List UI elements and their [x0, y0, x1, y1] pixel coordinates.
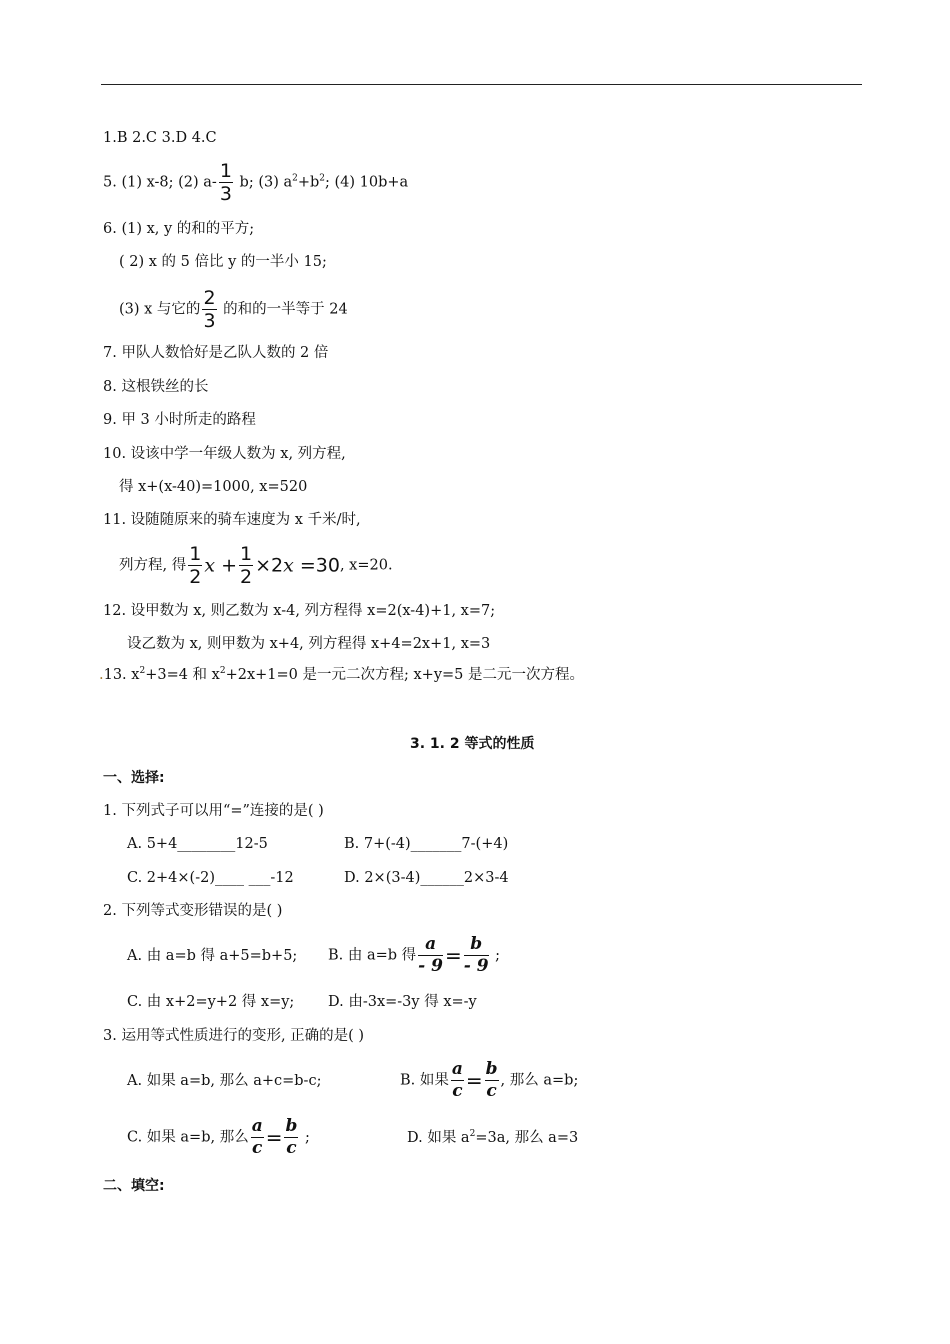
option-b-text-a: B. 如果 [400, 1072, 449, 1089]
question-1-option-c: C. 2+4×(-2)____ ___-12 [127, 870, 294, 886]
section-title: 3. 1. 2 等式的性质 [410, 736, 535, 752]
option-d-text-b: =3a, 那么 a=3 [475, 1130, 579, 1146]
fraction-numerator: b [285, 1116, 298, 1136]
question-1-option-a: A. 5+4________12-5 [127, 836, 268, 852]
option-b-text-a: B. 由 a=b 得 [328, 947, 417, 964]
fraction-numerator: 2 [203, 287, 216, 309]
question-3-option-b [400, 1059, 578, 1102]
question-2-option-a: A. 由 a=b 得 a+5=b+5; [127, 948, 298, 964]
question-2-option-b [328, 934, 500, 977]
answer-6-3-text-a: (3) x 与它的 [119, 301, 201, 318]
answer-5-number: 5. [103, 174, 117, 191]
fraction-b-over-c [485, 1059, 499, 1102]
fraction-numerator: 1 [219, 160, 232, 182]
answer-7: 7. 甲队人数恰好是乙队人数的 2 倍 [103, 345, 329, 361]
option-d-text-a: D. 如果 a [407, 1130, 470, 1146]
option-b-text-b: , 那么 a=b; [500, 1072, 579, 1089]
heading-choice: 一、选择: [103, 770, 165, 786]
answer-5-text-c: +b [297, 174, 320, 191]
answer-11-1: 11. 设随随原来的骑车速度为 x 千米/时, [103, 512, 361, 528]
equation-part [204, 555, 237, 577]
question-1-option-d: D. 2×(3-4)______2×3-4 [344, 870, 509, 886]
fraction-one-half [239, 543, 253, 588]
answer-11-text-b: , x=20. [339, 557, 393, 574]
answer-9: 9. 甲 3 小时所走的路程 [103, 412, 256, 428]
variable-x: x [283, 554, 294, 577]
fraction-numerator: 1 [189, 543, 202, 565]
fraction-denominator: c [486, 1081, 497, 1101]
fraction-numerator: 1 [240, 543, 253, 565]
question-2-option-d: D. 由-3x=-3y 得 x=-y [328, 994, 477, 1010]
answer-10-1: 10. 设该中学一年级人数为 x, 列方程, [103, 446, 346, 462]
answer-5-text-b: b; (3) a [234, 174, 293, 191]
fraction-one-half [188, 543, 202, 588]
superscript: 2 [292, 173, 298, 184]
answer-6-3 [119, 287, 348, 332]
question-3: 3. 运用等式性质进行的变形, 正确的是( ) [103, 1028, 365, 1044]
answers-1-4: 1.B 2.C 3.D 4.C [103, 130, 217, 146]
fraction-denominator: - 9 [463, 956, 489, 976]
plus-sign: + [221, 554, 237, 577]
superscript: 2 [219, 666, 226, 676]
equation-part [255, 555, 340, 577]
equals-sign: = [465, 1068, 483, 1093]
answer-12-1: 12. 设甲数为 x, 则乙数为 x-4, 列方程得 x=2(x-4)+1, x=7; [103, 603, 496, 619]
question-1: 1. 下列式子可以用“=”连接的是( ) [103, 803, 324, 819]
fraction-denominator: c [452, 1081, 463, 1101]
fraction-denominator: 3 [219, 183, 232, 205]
question-3-option-c [127, 1116, 310, 1159]
question-3-option-d [407, 1128, 578, 1148]
answer-6-3-text-b: 的和的一半等于 24 [218, 301, 348, 318]
equals-sign: = [265, 1125, 283, 1150]
variable-x: x [204, 554, 216, 577]
answer-13-text-b: +3=4 和 x [145, 667, 220, 683]
answer-13 [99, 665, 584, 685]
question-2-option-c: C. 由 x+2=y+2 得 x=y; [127, 994, 295, 1010]
answer-8: 8. 这根铁丝的长 [103, 379, 209, 395]
equals-sign: = [444, 943, 462, 968]
question-2: 2. 下列等式变形错误的是( ) [103, 903, 283, 919]
answer-10-2: 得 x+(x-40)=1000, x=520 [119, 479, 308, 495]
question-3-option-a: A. 如果 a=b, 那么 a+c=b-c; [127, 1073, 322, 1089]
fraction-a-over-neg9 [418, 934, 443, 977]
fraction-denominator: - 9 [418, 956, 443, 976]
fraction-denominator: 2 [240, 566, 253, 588]
fraction-denominator: c [252, 1138, 263, 1158]
fraction-denominator: 2 [189, 566, 202, 588]
answer-5-text-a: (1) x-8; (2) a- [116, 174, 217, 191]
stray-dot: . [99, 667, 104, 683]
option-b-text-b: ; [490, 947, 501, 964]
fraction-a-over-c [451, 1059, 464, 1102]
fraction-b-over-neg9 [464, 934, 489, 977]
answer-11-equation [119, 543, 393, 588]
question-1-option-b: B. 7+(-4)_______7-(+4) [344, 836, 509, 852]
option-c-text-a: C. 如果 a=b, 那么 [127, 1129, 249, 1146]
answer-5 [103, 160, 408, 205]
fraction-one-third [219, 160, 233, 205]
equals-thirty: =30 [293, 554, 340, 577]
fraction-numerator: a [418, 934, 443, 956]
fraction-b-over-c [284, 1116, 298, 1159]
superscript: 2 [139, 666, 146, 676]
answer-5-text-d: ; (4) 10b+a [325, 174, 409, 191]
heading-fill-in: 二、填空: [103, 1178, 165, 1194]
answer-11-text-a: 列方程, 得 [119, 557, 187, 574]
superscript: 2 [319, 173, 326, 184]
fraction-numerator: a [251, 1116, 263, 1136]
fraction-a-over-c [251, 1116, 264, 1159]
answer-6-2: ( 2) x 的 5 倍比 y 的一半小 15; [119, 254, 327, 270]
fraction-denominator: 3 [203, 310, 216, 332]
fraction-denominator: c [286, 1138, 297, 1158]
answer-13-text-c: +2x+1=0 是一元二次方程; x+y=5 是二元一次方程。 [225, 667, 585, 683]
header-rule [101, 84, 862, 85]
times-two: ×2 [255, 554, 284, 577]
fraction-numerator: a [451, 1059, 463, 1079]
fraction-numerator: b [485, 1059, 498, 1079]
superscript: 2 [469, 1129, 476, 1139]
fraction-numerator: b [464, 934, 489, 956]
fraction-two-thirds [202, 287, 216, 332]
answer-13-text-a: 13. x [103, 667, 140, 683]
answer-12-2: 设乙数为 x, 则甲数为 x+4, 列方程得 x+4=2x+1, x=3 [127, 636, 491, 652]
answer-6-1: 6. (1) x, y 的和的平方; [103, 221, 255, 237]
option-c-text-b: ; [300, 1129, 310, 1146]
